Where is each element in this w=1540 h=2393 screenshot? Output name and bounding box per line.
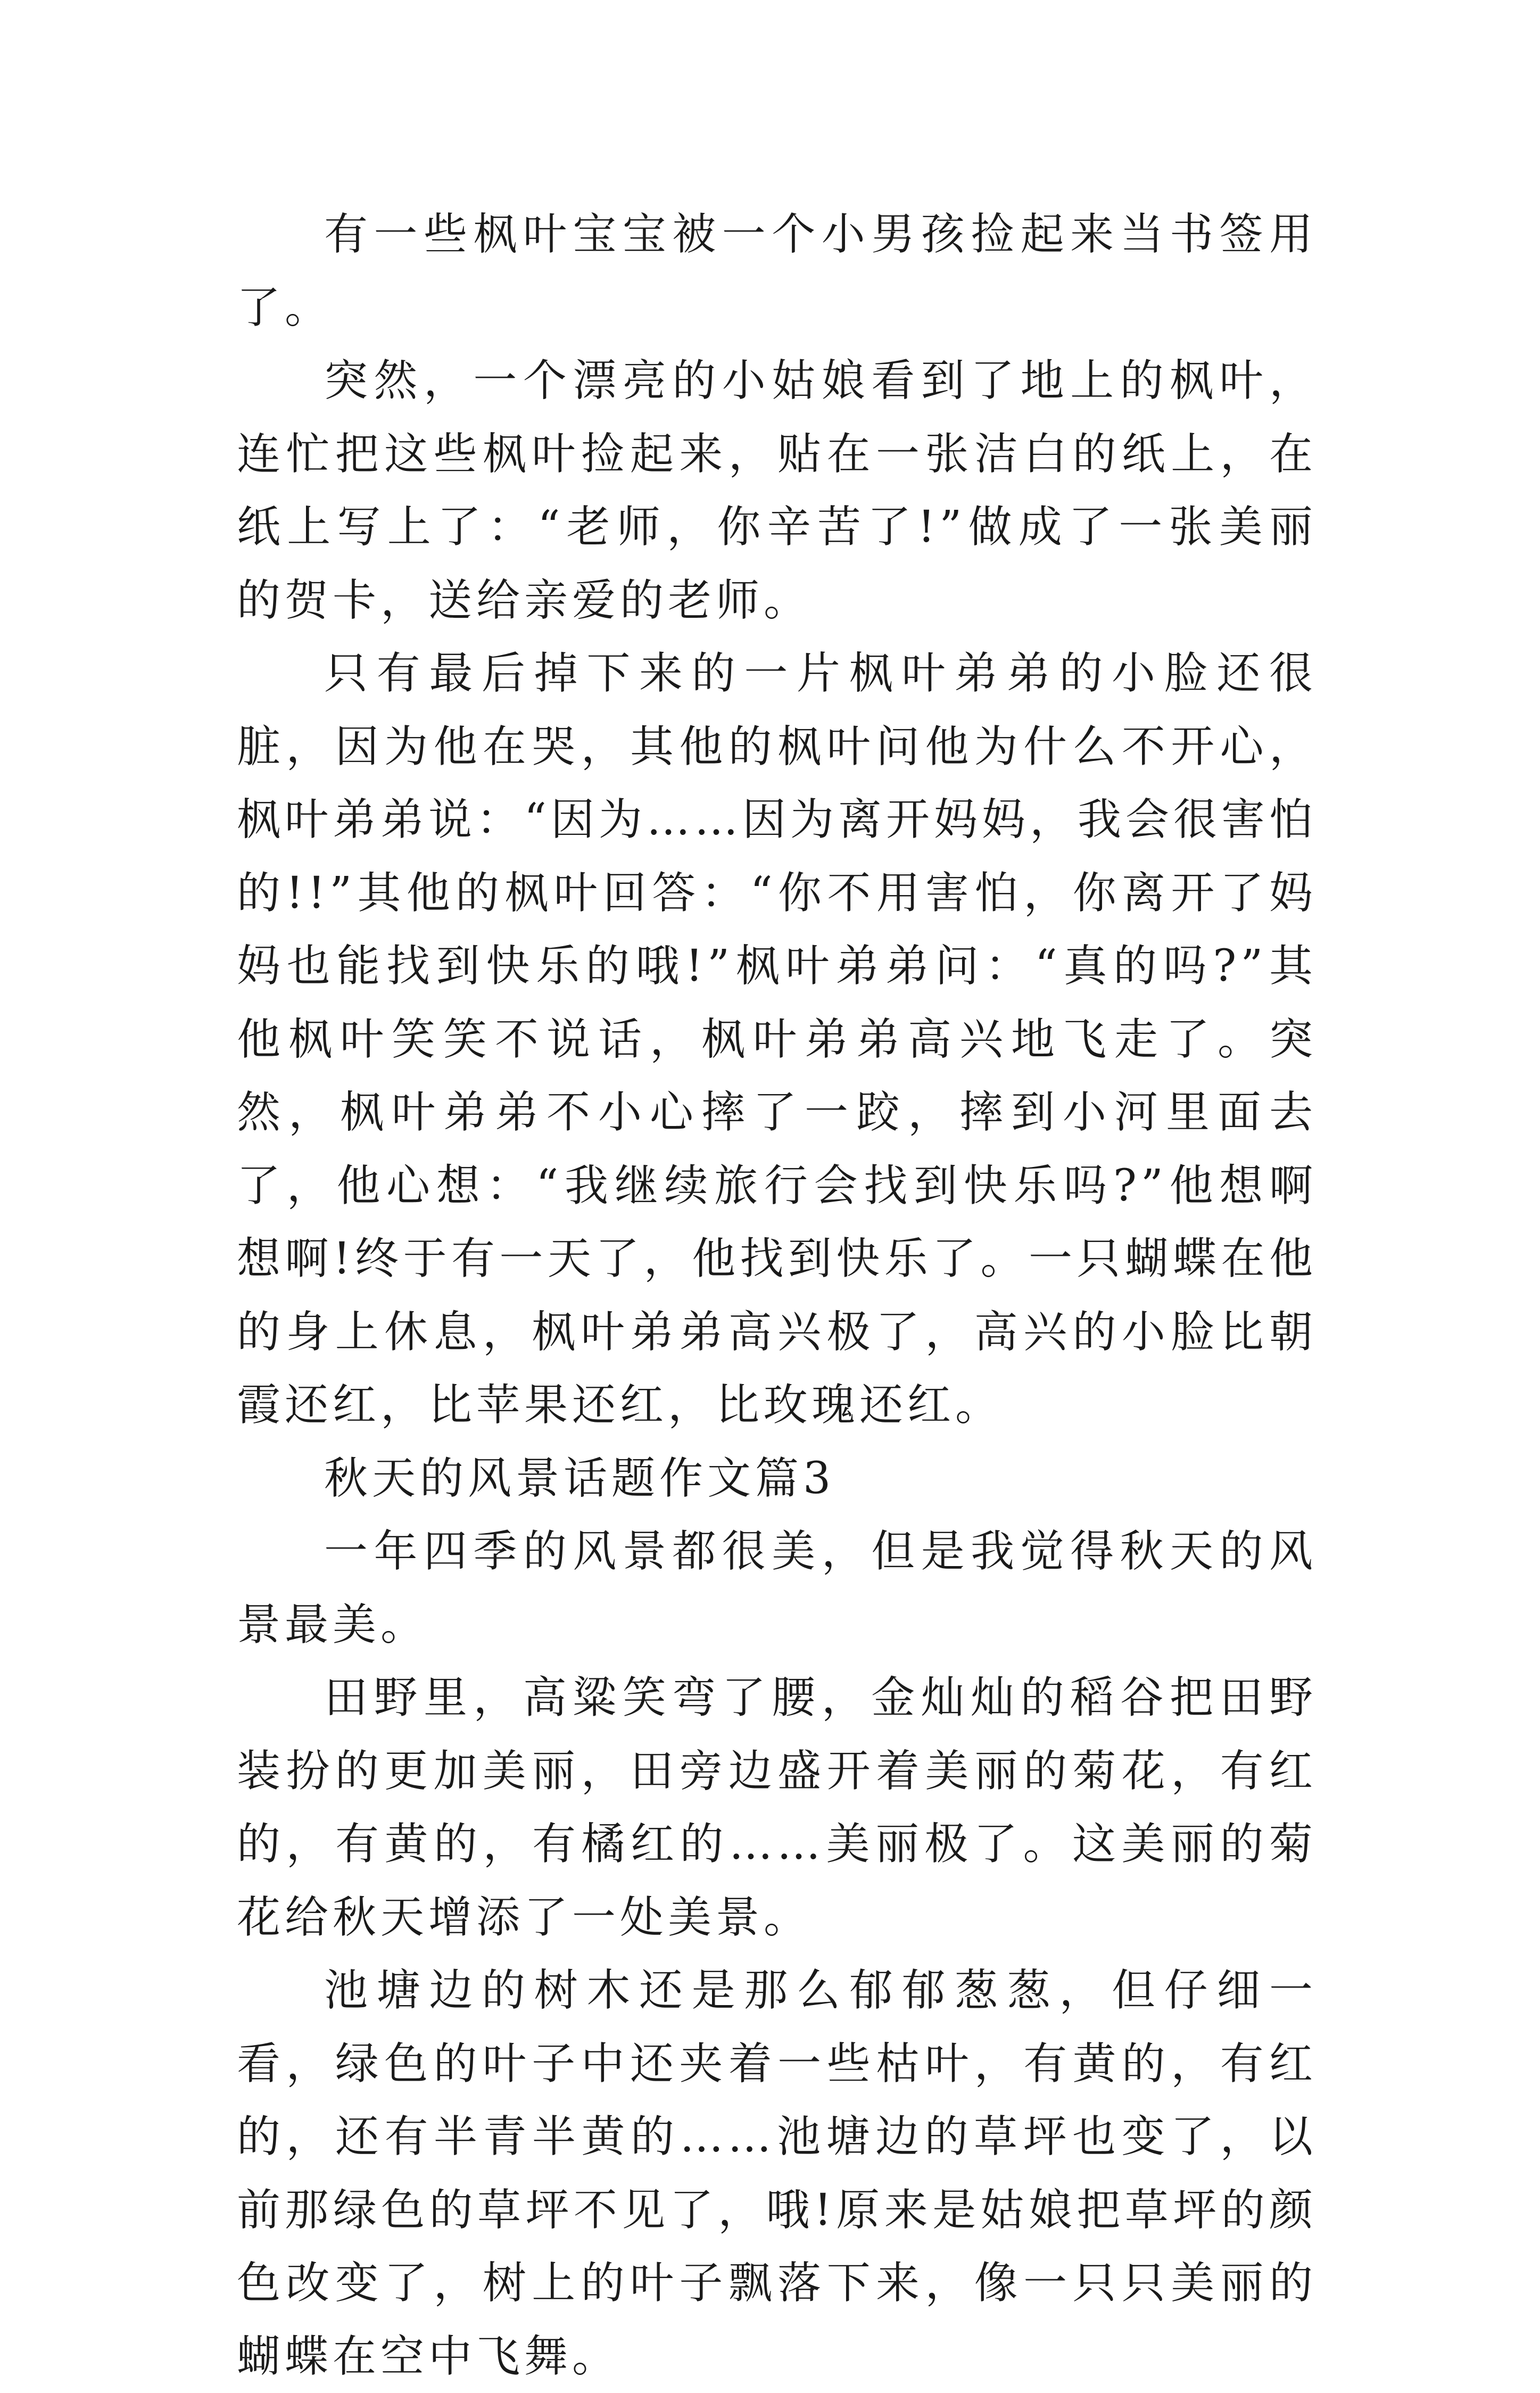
paragraph-greeting-card: 突然，一个漂亮的小姑娘看到了地上的枫叶，连忙把这些枫叶捡起来，贴在一张洁白的纸上，在纸上写上了：“老师，你辛苦了!”做成了一张美丽的贺卡，送给亲爱的老师。 xyxy=(237,355,1317,626)
paragraph-maple-brother: 只有最后掉下来的一片枫叶弟弟的小脸还很脏，因为他在哭，其他的枫叶问他为什么不开心，枫叶弟弟说：“因为……因为离开妈妈，我会很害怕的!!”其他的枫叶回答：“你不用害怕，你离开了妈妈也能找到快乐的哦!”枫叶弟弟问：“真的吗?”其他枫叶笑笑不说话，枫叶弟弟高兴地飞走了。突然，枫叶弟弟不小心摔了一跤，摔到小河里面去了，他心想：“我继续旅行会找到快乐吗?”他想啊想啊!终于有一天了，他找到快乐了。一只蝴蝶在他的身上休息，枫叶弟弟高兴极了，高兴的小脸比朝霞还红，比苹果还红，比玫瑰还红。 xyxy=(237,648,1317,1430)
paragraph-four-seasons: 一年四季的风景都很美，但是我觉得秋天的风景最美。 xyxy=(237,1526,1317,1650)
paragraph-fields: 田野里，高粱笑弯了腰，金灿灿的稻谷把田野装扮的更加美丽，田旁边盛开着美丽的菊花，有红的，有黄的，有橘红的……美丽极了。这美丽的菊花给秋天增添了一处美景。 xyxy=(237,1672,1317,1943)
paragraph-pond: 池塘边的树木还是那么郁郁葱葱，但仔细一看，绿色的叶子中还夹着一些枯叶，有黄的，有红的，还有半青半黄的……池塘边的草坪也变了，以前那绿色的草坪不见了，哦!原来是姑娘把草坪的颜色改变了，树上的叶子飘落下来，像一只只美丽的蝴蝶在空中飞舞。 xyxy=(237,1965,1317,2382)
document-body xyxy=(237,198,1317,2393)
section-title: 秋天的风景话题作文篇3 xyxy=(324,1453,835,1504)
paragraph-bookmark: 有一些枫叶宝宝被一个小男孩捡起来当书签用了。 xyxy=(237,209,1317,333)
